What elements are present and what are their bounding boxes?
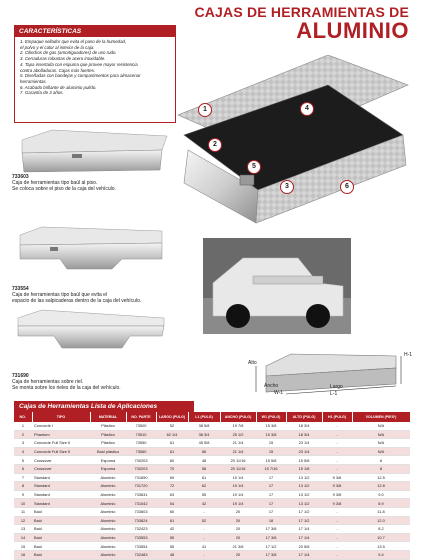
table-cell: 38 5/8: [188, 422, 220, 430]
table-row: [14, 447, 410, 456]
table-cell: 20: [220, 507, 256, 516]
table-cell: -: [188, 550, 220, 559]
table-cell: 12.5: [352, 473, 410, 482]
table-cell: 52: [188, 516, 220, 525]
table-cell: 8.9: [352, 499, 410, 508]
dim-largo-label: Largo: [330, 384, 343, 390]
table-cell: Aluminio: [90, 533, 126, 542]
table-cell: 9 3/8: [322, 499, 352, 508]
table-cell: 38 3/4: [188, 430, 220, 439]
table-row: [14, 507, 410, 516]
table-row: [14, 430, 410, 439]
table-cell: 23 1/4: [286, 447, 322, 456]
table-cell: Baúl: [32, 507, 90, 516]
table-cell: 52: [156, 422, 188, 430]
table-cell: 19 1/4: [220, 490, 256, 499]
table-row: [14, 542, 410, 551]
table-cell: 21 1/4: [220, 447, 256, 456]
table-cell: -: [322, 447, 352, 456]
table-row: [14, 422, 410, 430]
table-cell: 13.5: [352, 542, 410, 551]
table-row: [14, 490, 410, 499]
table-cell: 58: [188, 464, 220, 473]
table-cell: 20 5/8: [286, 542, 322, 551]
col-header: NO.: [14, 412, 32, 422]
table-cell: 4: [14, 447, 32, 456]
table-cell: 12.8: [352, 482, 410, 491]
col-header: ANCHO (PULG): [220, 412, 256, 422]
product-photo-733603: [12, 128, 172, 173]
table-cell: 20: [220, 550, 256, 559]
table-cell: 16: [14, 550, 32, 559]
product-desc-line1: Caja de herramientas tipo baúl al piso.: [12, 180, 98, 186]
table-cell: Concorde I: [32, 422, 90, 430]
table-cell: 12.0: [352, 516, 410, 525]
table-cell: 8: [14, 482, 32, 491]
callout-3: 3: [280, 180, 294, 194]
col-header: TIPO: [32, 412, 90, 422]
table-cell: 731720: [126, 482, 156, 491]
table-cell: 10: [14, 499, 32, 508]
table-cell: 731542: [126, 499, 156, 508]
table-cell: 45 5/8: [188, 439, 220, 448]
table-cell: 61: [188, 473, 220, 482]
table-cell: Plástico: [90, 422, 126, 430]
table-cell: -: [188, 507, 220, 516]
table-cell: Baúl: [32, 542, 90, 551]
applications-table: [14, 412, 411, 560]
table-cell: 42: [156, 525, 188, 534]
table-row: [14, 482, 410, 491]
table-cell: 60: [156, 507, 188, 516]
table-cell: 62 1/4: [156, 430, 188, 439]
table-cell: 19 1/4: [220, 473, 256, 482]
table-cell: Baúl: [32, 525, 90, 534]
table-cell: Crossover: [32, 464, 90, 473]
table-cell: 15 7/16: [256, 464, 286, 473]
table-cell: 17: [256, 490, 286, 499]
feature-item: 4. Tapa insertada con espuma que provee mayor resistencia: [20, 61, 138, 67]
applications-table-section: [14, 401, 410, 560]
product-desc-line1: Caja de herramientas sobre riel.: [12, 379, 84, 385]
table-cell: 17: [256, 499, 286, 508]
table-cell: 17 3/8: [256, 525, 286, 534]
table-cell: Standard: [32, 473, 90, 482]
table-cell: Aluminio: [90, 516, 126, 525]
table-cell: N/A: [352, 422, 410, 430]
table-cell: 15 3/8: [256, 422, 286, 430]
table-cell: Baúl plástico: [90, 447, 126, 456]
table-cell: Concorde Full Size II: [32, 447, 90, 456]
product-photo-731690: [12, 308, 172, 352]
dim-alto-label: Alto: [248, 360, 257, 366]
table-cell: 19 7/8: [220, 422, 256, 430]
table-cell: 62: [188, 482, 220, 491]
col-header: W1 (PULG): [256, 412, 286, 422]
table-cell: -: [322, 422, 352, 430]
table-cell: 18 3/4: [286, 430, 322, 439]
truck-photo: [203, 238, 351, 334]
table-cell: 9.0: [352, 490, 410, 499]
table-cell: 61: [156, 439, 188, 448]
product-desc-line1: Caja de herramientas tipo baúl que evita el: [12, 292, 108, 298]
table-cell: Baúl: [32, 550, 90, 559]
table-cell: 20 11/16: [220, 464, 256, 473]
col-header: ALTO (PULG): [286, 412, 322, 422]
table-cell: 10.7: [352, 533, 410, 542]
table-cell: 3: [14, 439, 32, 448]
product-code: 733554: [12, 286, 29, 292]
table-cell: 17: [256, 482, 286, 491]
table-cell: -: [322, 439, 352, 448]
table-cell: 13 1/2: [286, 482, 322, 491]
table-cell: -: [322, 507, 352, 516]
product-info-731690: [12, 373, 177, 391]
table-cell: 70: [156, 464, 188, 473]
table-cell: 15: [14, 542, 32, 551]
table-cell: 17 3/8: [256, 550, 286, 559]
table-cell: 20: [220, 533, 256, 542]
table-cell: 730203: [126, 456, 156, 465]
table-cell: 18: [256, 516, 286, 525]
col-header: L1 (PULG): [188, 412, 220, 422]
table-cell: Baúl: [32, 516, 90, 525]
table-cell: Phantom: [32, 430, 90, 439]
table-row: [14, 456, 410, 465]
dim-l1-label: L-1: [330, 391, 338, 397]
table-cell: 13 1/2: [286, 490, 322, 499]
feature-item: 1. Empaque sellador que evita el paso de la humedad,: [20, 39, 127, 44]
table-cell: Standard: [32, 482, 90, 491]
table-cell: 61: [156, 447, 188, 456]
table-cell: 15 5/8: [256, 456, 286, 465]
table-cell: 6: [352, 456, 410, 465]
col-header: VOLUMEN (PIES³): [352, 412, 410, 422]
table-cell: 733553: [126, 533, 156, 542]
table-cell: 63: [156, 490, 188, 499]
table-cell: 15 5/8: [286, 456, 322, 465]
table-cell: Aluminio: [90, 542, 126, 551]
table-cell: N/A: [352, 430, 410, 439]
dim-h1-label: H-1: [404, 352, 413, 358]
table-cell: -: [322, 464, 352, 473]
table-cell: Aluminio: [90, 482, 126, 491]
feature-item: 6. Acabado brillante de aluminio pulido.: [20, 84, 97, 90]
table-cell: Baúl: [32, 533, 90, 542]
product-code: 731690: [12, 373, 29, 379]
table-cell: 5: [14, 456, 32, 465]
table-cell: 15: [256, 439, 286, 448]
product-desc-line2: Se monta sobre los rieles de la caja del vehículo.: [12, 385, 121, 391]
table-cell: Plástico: [90, 439, 126, 448]
table-row: [14, 550, 410, 559]
table-cell: 9 3/8: [322, 490, 352, 499]
table-row: [14, 533, 410, 542]
table-cell: 48: [188, 456, 220, 465]
table-row: [14, 516, 410, 525]
table-cell: -: [322, 456, 352, 465]
table-cell: N/A: [352, 447, 410, 456]
feature-item: herramientas.: [20, 78, 47, 84]
table-cell: 55: [156, 542, 188, 551]
callout-6: 6: [340, 180, 354, 194]
table-cell: 14: [14, 533, 32, 542]
table-cell: 61: [156, 516, 188, 525]
table-cell: 13 1/2: [286, 473, 322, 482]
table-cell: Aluminio: [90, 499, 126, 508]
table-cell: Plástico: [90, 430, 126, 439]
dim-w1-label: W-1: [274, 390, 284, 396]
table-cell: 54: [156, 499, 188, 508]
col-header: MATERIAL: [90, 412, 126, 422]
table-cell: -: [322, 525, 352, 534]
table-cell: 17: [256, 473, 286, 482]
table-cell: Crossover: [32, 456, 90, 465]
table-cell: 17 1/4: [286, 550, 322, 559]
col-header: LARGO (PULG): [156, 412, 188, 422]
table-cell: 73510: [126, 430, 156, 439]
table-cell: 15: [256, 447, 286, 456]
table-cell: 733624: [126, 516, 156, 525]
col-header: H1 (PULG): [322, 412, 352, 422]
table-cell: 17 1/2: [286, 516, 322, 525]
table-row: [14, 473, 410, 482]
table-cell: Aluminio: [90, 490, 126, 499]
table-cell: 19 1/4: [220, 482, 256, 491]
table-cell: 8: [352, 464, 410, 473]
product-info-733603: [12, 174, 177, 192]
table-cell: 21 3/8: [220, 542, 256, 551]
table-row: [14, 499, 410, 508]
features-title: CARACTERÍSTICAS: [15, 26, 175, 37]
table-cell: 15 3/8: [256, 430, 286, 439]
table-cell: -: [188, 533, 220, 542]
table-cell: 733603: [126, 507, 156, 516]
product-desc-line2: Se coloca sobre el piso de la caja del vehículo.: [12, 186, 116, 192]
table-cell: -: [322, 516, 352, 525]
callout-1: 1: [198, 103, 212, 117]
feature-item: 3. Cerraduras robustas de acero inoxidable.: [20, 56, 106, 62]
page-title-line1: CAJAS DE HERRAMIENTAS DE: [194, 4, 409, 20]
table-cell: N/A: [352, 439, 410, 448]
table-cell: 17: [256, 507, 286, 516]
table-cell: 25 1/2: [220, 430, 256, 439]
table-row: [14, 525, 410, 534]
table-cell: 73500: [126, 422, 156, 430]
table-cell: 12: [14, 516, 32, 525]
table-cell: 8.2: [352, 525, 410, 534]
table-row: [14, 464, 410, 473]
table-cell: Aluminio: [90, 507, 126, 516]
table-cell: 69: [156, 473, 188, 482]
table-cell: 733554: [126, 542, 156, 551]
table-cell: 733631: [126, 490, 156, 499]
table-cell: 17 1/2: [286, 507, 322, 516]
table-cell: 17 3/8: [256, 533, 286, 542]
callout-4: 4: [300, 102, 314, 116]
table-cell: 1: [14, 422, 32, 430]
table-cell: Espuma: [90, 456, 126, 465]
product-code: 733603: [12, 174, 29, 180]
table-cell: 41: [188, 542, 220, 551]
table-cell: 17 1/2: [256, 542, 286, 551]
table-cell: 2: [14, 430, 32, 439]
table-cell: Aluminio: [90, 525, 126, 534]
table-cell: Concorde Full Size II: [32, 439, 90, 448]
table-cell: 42: [188, 499, 220, 508]
table-cell: 732483: [126, 550, 156, 559]
table-cell: 20 11/16: [220, 456, 256, 465]
features-list: [15, 39, 175, 96]
table-cell: 18 3/4: [286, 422, 322, 430]
table-cell: 730203: [126, 464, 156, 473]
page-title-line2: ALUMINIO: [296, 18, 409, 43]
table-cell: 732423: [126, 525, 156, 534]
table-cell: 60: [156, 456, 188, 465]
table-cell: 19 1/4: [220, 499, 256, 508]
table-cell: 73550: [126, 439, 156, 448]
table-header-row: [14, 412, 410, 422]
table-cell: 20: [220, 525, 256, 534]
table-cell: 13 1/2: [286, 499, 322, 508]
product-photo-733554: [12, 225, 172, 275]
table-body: [14, 422, 410, 559]
features-box: [14, 25, 176, 123]
dim-ancho-label: Ancho: [264, 383, 279, 389]
table-cell: 17 1/4: [286, 525, 322, 534]
table-title: Cajas de Herramientas Lista de Aplicaciones: [14, 401, 194, 412]
table-cell: -: [188, 525, 220, 534]
table-cell: 23 1/4: [286, 439, 322, 448]
table-cell: 55: [156, 533, 188, 542]
col-header: NO. PARTE: [126, 412, 156, 422]
feature-item: 7. Garantía de 3 años.: [20, 90, 64, 96]
product-desc-line2: espacio de las salpicaderas dentro de la caja del vehículo.: [12, 298, 142, 304]
feature-item: 5. Diseñadas con bandejas y compartimentos para almacenar: [20, 73, 141, 79]
table-cell: Standard: [32, 499, 90, 508]
table-cell: 73560: [126, 447, 156, 456]
table-cell: 6: [14, 464, 32, 473]
table-cell: 11.8: [352, 507, 410, 516]
callout-5: 5: [247, 160, 261, 174]
callout-2: 2: [208, 138, 222, 152]
table-cell: 56: [188, 447, 220, 456]
table-cell: 9 3/8: [322, 473, 352, 482]
table-cell: 9: [14, 490, 32, 499]
table-cell: -: [322, 430, 352, 439]
table-cell: 72: [156, 482, 188, 491]
product-info-733554: [12, 286, 177, 304]
feature-item: contra abolladuras. Cajas más fuertes.: [20, 67, 96, 73]
table-cell: Aluminio: [90, 550, 126, 559]
table-cell: 11: [14, 507, 32, 516]
table-cell: 55: [188, 490, 220, 499]
table-cell: 9 3/8: [322, 482, 352, 491]
table-row: [14, 439, 410, 448]
table-cell: Espuma: [90, 464, 126, 473]
table-cell: 13: [14, 525, 32, 534]
table-cell: 731690: [126, 473, 156, 482]
table-cell: -: [322, 550, 352, 559]
table-cell: 20: [220, 516, 256, 525]
table-cell: Aluminio: [90, 473, 126, 482]
table-cell: 7: [14, 473, 32, 482]
table-cell: 9.4: [352, 550, 410, 559]
feature-item: 2. Cilindros de gas (amortiguadores) de uso rudo.: [20, 50, 117, 56]
table-cell: -: [322, 533, 352, 542]
table-cell: -: [322, 542, 352, 551]
table-cell: 17 1/4: [286, 533, 322, 542]
table-cell: 48: [156, 550, 188, 559]
table-cell: 21 1/4: [220, 439, 256, 448]
table-cell: 15 1/8: [286, 464, 322, 473]
table-cell: Standard: [32, 490, 90, 499]
feature-item: el polvo y el calor al interior de la caja.: [20, 44, 95, 50]
